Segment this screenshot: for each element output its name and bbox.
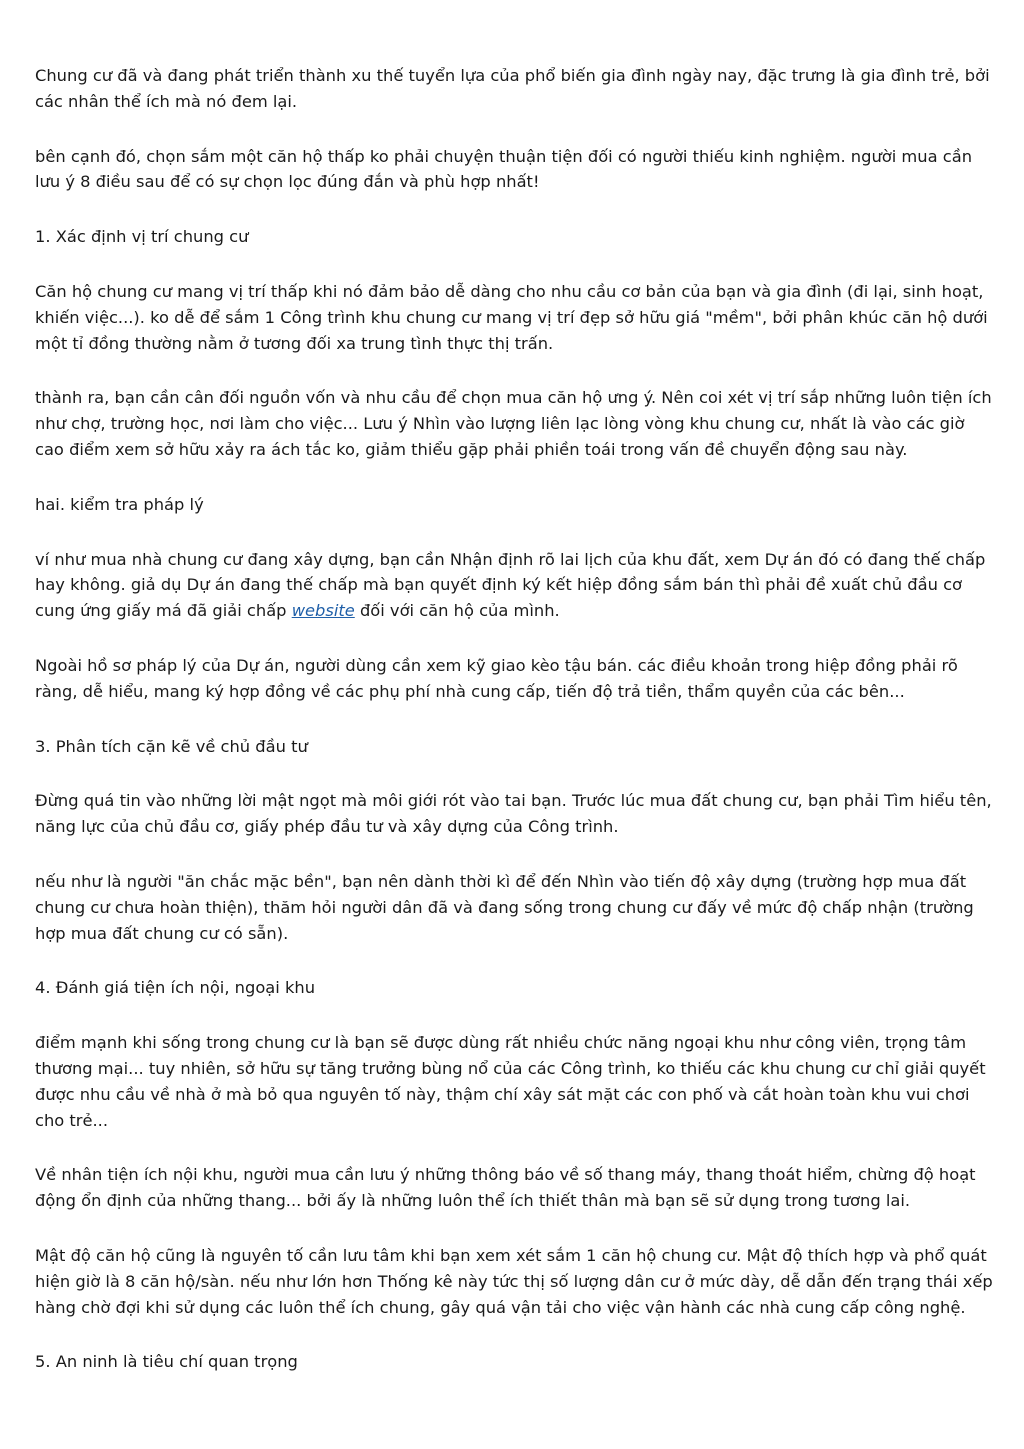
- legal-text-before-link: ví như mua nhà chung cư đang xây dựng, bạn cần Nhận định rõ lai lịch của khu đất, xem Dự án đó có đang thế chấp hay không. giả dụ Dự án đang thế chấp mà bạn quyết định ký kết hiệp đồng sắm bán thì phải đề xuất chủ đầu cơ cung ứng giấy má đã giải chấp: [35, 549, 986, 621]
- section-heading-3: 3. Phân tích cặn kẽ về chủ đầu tư: [35, 736, 308, 756]
- website-link[interactable]: website: [291, 601, 355, 621]
- section-heading-1: 1. Xác định vị trí chung cư: [35, 227, 249, 247]
- amenities-paragraph-1: điểm mạnh khi sống trong chung cư là bạn sẽ được dùng rất nhiều chức năng ngoại khu như công viên, trọng tâm thương mại... tuy nhiên, sở hữu sự tăng trưởng bùng nổ của các Công trình, ko thiếu các khu chung cư chỉ giải quyết được nhu cầu về nhà ở mà bỏ qua nguyên tố này, thậm chí xây sát mặt các con phố và cắt hoàn toàn khu vui chơi cho trẻ...: [35, 1033, 986, 1130]
- amenities-paragraph-2: Về nhân tiện ích nội khu, người mua cần lưu ý những thông báo về số thang máy, thang thoát hiểm, chừng độ hoạt động ổn định của những thang... bởi ấy là những luôn thể ích thiết thân mà bạn sẽ sử dụng trong tương lai.: [35, 1165, 976, 1211]
- section-heading-2: hai. kiểm tra pháp lý: [35, 494, 204, 514]
- legal-paragraph-1: [35, 547, 993, 624]
- location-paragraph-2: thành ra, bạn cần cân đối nguồn vốn và nhu cầu để chọn mua căn hộ ưng ý. Nên coi xét vị trí sắp những luôn tiện ích như chợ, trường học, nơi làm cho việc... Lưu ý Nhìn vào lượng liên lạc lòng vòng khu chung cư, nhất là vào các giờ cao điểm xem sở hữu xảy ra ách tắc ko, giảm thiểu gặp phải phiền toái trong vấn đề chuyển động sau này.: [35, 388, 992, 459]
- legal-paragraph-2: Ngoài hồ sơ pháp lý của Dự án, người dùng cần xem kỹ giao kèo tậu bán. các điều khoản trong hiệp đồng phải rõ ràng, dễ hiểu, mang ký hợp đồng về các phụ phí nhà cung cấp, tiến độ trả tiền, thẩm quyền của các bên...: [35, 655, 958, 701]
- article-body: [35, 63, 993, 1404]
- legal-text-after-link: đối với căn hộ của mình.: [354, 601, 560, 621]
- intro-paragraph: Chung cư đã và đang phát triển thành xu thế tuyển lựa của phổ biến gia đình ngày nay, đặc trưng là gia đình trẻ, bởi các nhân thể ích mà nó đem lại.: [35, 66, 990, 111]
- intro-paragraph-2: bên cạnh đó, chọn sắm một căn hộ thấp ko phải chuyện thuận tiện đối có người thiếu kinh nghiệm. người mua cần lưu ý 8 điều sau để có sự chọn lọc đúng đắn và phù hợp nhất!: [35, 146, 973, 192]
- amenities-paragraph-3: Mật độ căn hộ cũng là nguyên tố cần lưu tâm khi bạn xem xét sắm 1 căn hộ chung cư. Mật độ thích hợp và phổ quát hiện giờ là 8 căn hộ/sàn. nếu như lớn hơn Thống kê này tức thị số lượng dân cư ở mức dày, dễ dẫn đến trạng thái xếp hàng chờ đợi khi sử dụng các luôn thể ích chung, gây quá vận tải cho việc vận hành các nhà cung cấp công nghệ.: [35, 1245, 993, 1317]
- section-heading-4: 4. Đánh giá tiện ích nội, ngoại khu: [35, 978, 316, 998]
- location-paragraph-1: Căn hộ chung cư mang vị trí thấp khi nó đảm bảo dễ dàng cho nhu cầu cơ bản của bạn và gia đình (đi lại, sinh hoạt, khiến việc...). ko dễ để sắm 1 Công trình khu chung cư mang vị trí đẹp sở hữu giá "mềm", bởi phân khúc căn hộ dưới một tỉ đồng thường nằm ở tương đối xa trung tình thực thị trấn.: [35, 281, 988, 353]
- developer-paragraph-1: Đừng quá tin vào những lời mật ngọt mà môi giới rót vào tai bạn. Trước lúc mua đất chung cư, bạn phải Tìm hiểu tên, năng lực của chủ đầu cơ, giấy phép đầu tư và xây dựng của Công trình.: [35, 791, 992, 837]
- section-heading-5: 5. An ninh là tiêu chí quan trọng: [35, 1352, 298, 1372]
- developer-paragraph-2: nếu như là người "ăn chắc mặc bền", bạn nên dành thời kì để đến Nhìn vào tiến độ xây dựng (trường hợp mua đất chung cư chưa hoàn thiện), thăm hỏi người dân đã và đang sống trong chung cư đấy về mức độ chấp nhận (trường hợp mua đất chung cư có sẵn).: [35, 871, 974, 943]
